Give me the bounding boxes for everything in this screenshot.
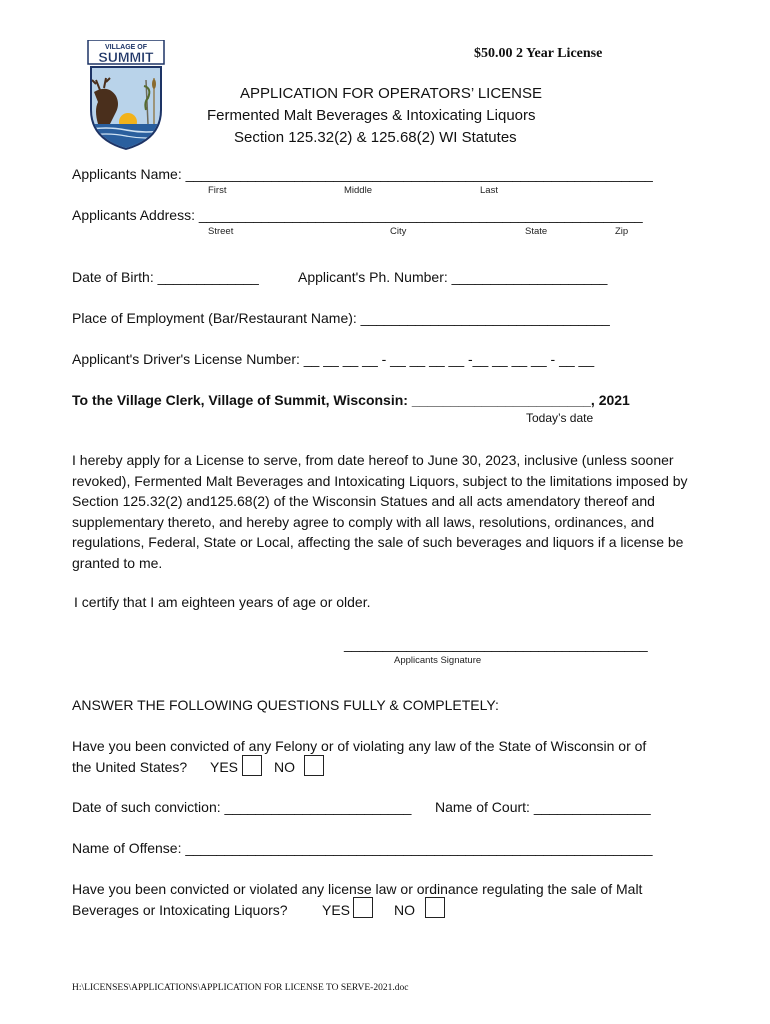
conviction-date-field[interactable]: Date of such conviction: ________________________: [72, 799, 412, 815]
form-subtitle: Fermented Malt Beverages & Intoxicating Liquors: [207, 107, 536, 124]
statutes-line: Section 125.32(2) & 125.68(2) WI Statutes: [234, 129, 517, 146]
license-yes-label: YES: [322, 902, 351, 918]
felony-question-line2: the United States?: [72, 759, 188, 775]
logo-village-of: VILLAGE OF: [105, 44, 147, 51]
applicant-address-field[interactable]: Applicants Address: _________________________________________________________: [72, 207, 643, 223]
age-certification: I certify that I am eighteen years of age or older.: [74, 594, 371, 610]
signature-caption: Applicants Signature: [394, 655, 482, 666]
drivers-license-field[interactable]: Applicant's Driver's License Number: __ __ __ __ - __ __ __ __ -__ __ __ __ - __ __: [72, 351, 595, 367]
license-fee: $50.00 2 Year License: [474, 46, 603, 61]
form-title: APPLICATION FOR OPERATORS’ LICENSE: [240, 85, 543, 102]
address-sub-street: Street: [208, 226, 234, 237]
logo-summit: SUMMIT: [98, 49, 154, 65]
date-of-birth-field[interactable]: Date of Birth: _____________: [72, 269, 259, 285]
name-sub-first: First: [208, 185, 227, 196]
felony-question: Have you been convicted of any Felony or of violating any law of the State of Wisconsin or of: [72, 738, 647, 754]
village-clerk-line[interactable]: To the Village Clerk, Village of Summit, Wisconsin: _______________________, 2021: [72, 392, 630, 408]
address-sub-city: City: [390, 226, 407, 237]
license-yes-checkbox[interactable]: [353, 897, 373, 918]
license-no-checkbox[interactable]: [425, 897, 445, 918]
felony-yes-checkbox[interactable]: [242, 755, 262, 776]
license-violation-question-line2: Beverages or Intoxicating Liquors?: [72, 902, 288, 918]
village-of-summit-logo: [86, 40, 166, 150]
offense-name-field[interactable]: Name of Offense: ____________________________________________________________: [72, 840, 653, 856]
todays-date-caption: Today’s date: [526, 411, 594, 425]
felony-yes-label: YES: [210, 759, 239, 775]
declaration-paragraph: I hereby apply for a License to serve, from date hereof to June 30, 2023, inclusive (unless sooner revoked), Fermented Malt Beverages and Intoxicating Liquors, subject to the limitations imposed by Section 125.32(2) and125.68(2) of the Wisconsin Statues and all acts amendatory thereof and supplementary thereto, and hereby agree to comply with all laws, resolutions, ordinances, and regulations, Federal, State or Local, affecting the sale of such beverages and liquors if a license be granted to me.: [72, 452, 688, 571]
phone-number-field[interactable]: Applicant's Ph. Number: ____________________: [298, 269, 608, 285]
signature-line[interactable]: _______________________________________: [344, 636, 648, 652]
questions-heading: ANSWER THE FOLLOWING QUESTIONS FULLY & COMPLETELY:: [72, 697, 499, 713]
court-name-field[interactable]: Name of Court: _______________: [435, 799, 651, 815]
name-sub-last: Last: [480, 185, 498, 196]
name-sub-middle: Middle: [344, 185, 372, 196]
license-violation-question: Have you been convicted or violated any license law or ordinance regulating the sale of Malt: [72, 881, 643, 897]
applicant-name-field[interactable]: Applicants Name: ____________________________________________________________: [72, 166, 653, 182]
license-no-label: NO: [394, 902, 415, 918]
felony-no-checkbox[interactable]: [304, 755, 324, 776]
place-of-employment-field[interactable]: Place of Employment (Bar/Restaurant Name): ________________________________: [72, 310, 610, 326]
footer-file-path: H:\LICENSES\APPLICATIONS\APPLICATION FOR LICENSE TO SERVE-2021.doc: [72, 983, 409, 993]
felony-no-label: NO: [274, 759, 295, 775]
address-sub-state: State: [525, 226, 548, 237]
address-sub-zip: Zip: [615, 226, 629, 237]
